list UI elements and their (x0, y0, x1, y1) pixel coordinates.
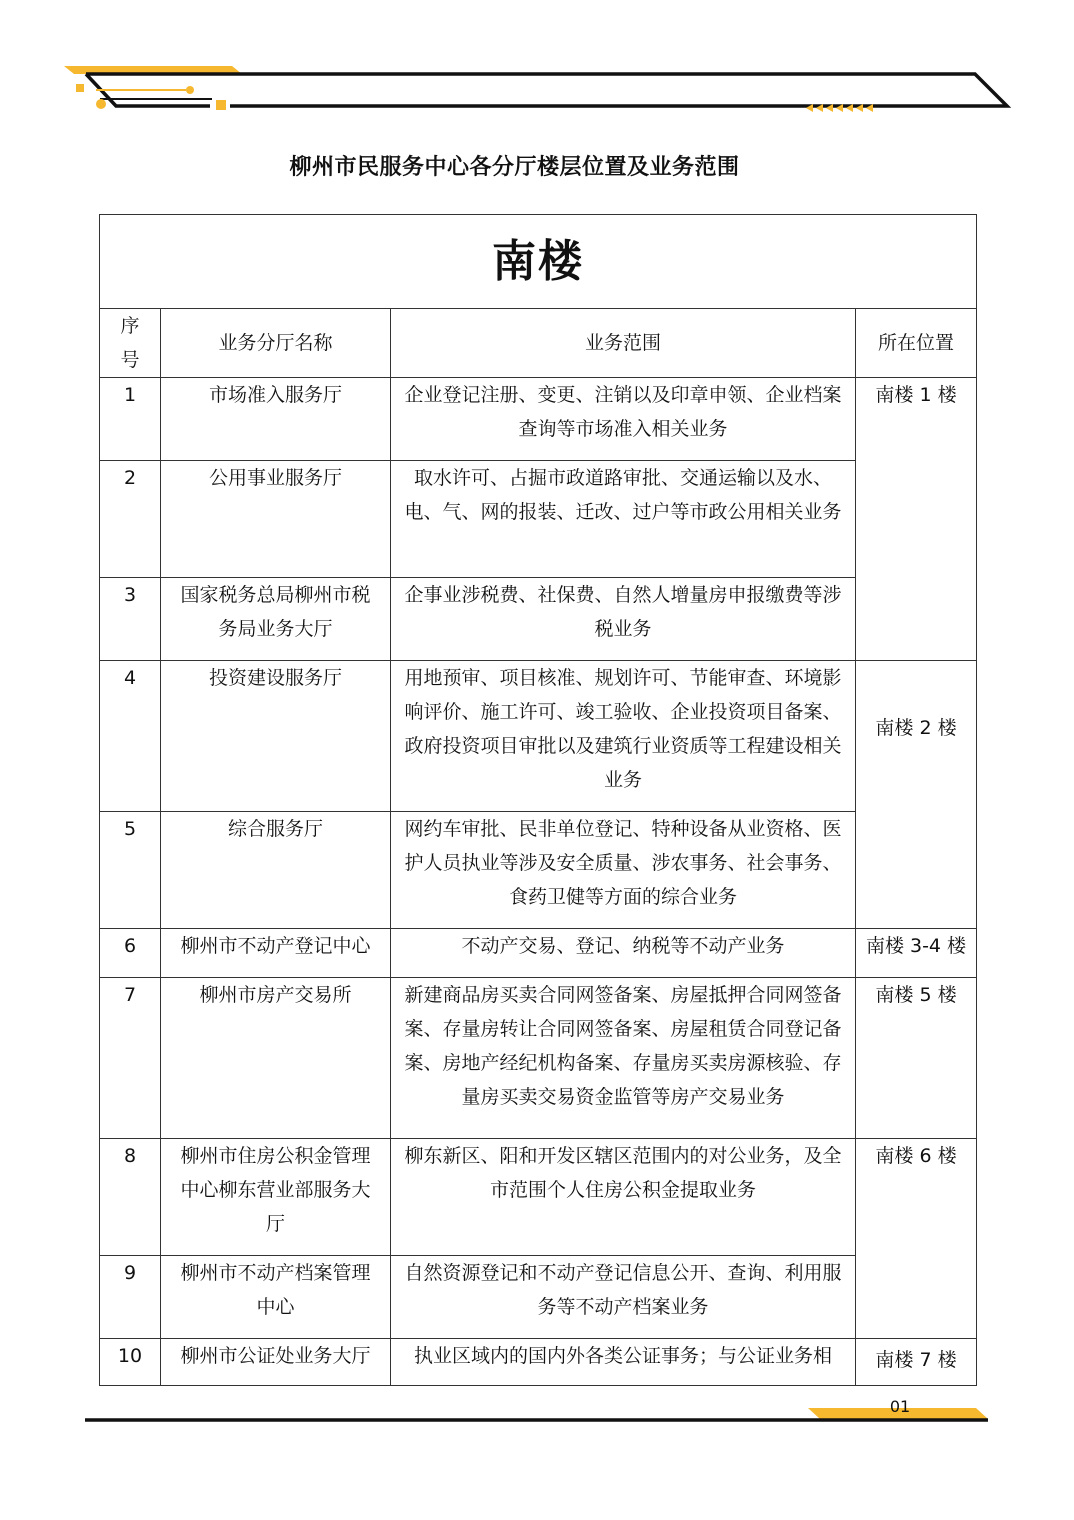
hall-name: 柳州市不动产登记中心 (161, 929, 391, 978)
row-index: 7 (100, 978, 161, 1139)
table-row (100, 1139, 977, 1256)
table-row (100, 812, 977, 929)
location-cell: 南楼 2 楼 (856, 661, 977, 929)
business-scope: 企业登记注册、变更、注销以及印章申领、企业档案查询等市场准入相关业务 (391, 378, 856, 461)
business-scope: 取水许可、占掘市政道路审批、交通运输以及水、电、气、网的报装、迁改、过户等市政公用相关业务 (391, 461, 856, 578)
location-cell: 南楼 7 楼 (856, 1339, 977, 1386)
hall-name: 柳州市不动产档案管理中心 (161, 1256, 391, 1339)
header-location: 所在位置 (856, 309, 977, 378)
page-number: 01 (889, 1397, 911, 1416)
row-index: 9 (100, 1256, 161, 1339)
hall-name: 国家税务总局柳州市税务局业务大厅 (161, 578, 391, 661)
row-index: 3 (100, 578, 161, 661)
location-cell: 南楼 6 楼 (856, 1139, 977, 1339)
row-index: 1 (100, 378, 161, 461)
row-index: 6 (100, 929, 161, 978)
header-decoration (0, 0, 1074, 130)
hall-name: 公用事业服务厅 (161, 461, 391, 578)
location-cell: 南楼 5 楼 (856, 978, 977, 1139)
table-row (100, 1256, 977, 1339)
header-index: 序号 (100, 309, 161, 378)
row-index: 8 (100, 1139, 161, 1256)
hall-name: 投资建设服务厅 (161, 661, 391, 812)
table-row (100, 461, 977, 578)
hall-name: 柳州市住房公积金管理中心柳东营业部服务大厅 (161, 1139, 391, 1256)
row-index: 2 (100, 461, 161, 578)
business-scope: 用地预审、项目核准、规划许可、节能审查、环境影响评价、施工许可、竣工验收、企业投资项目备案、政府投资项目审批以及建筑行业资质等工程建设相关业务 (391, 661, 856, 812)
business-scope: 自然资源登记和不动产登记信息公开、查询、利用服务等不动产档案业务 (391, 1256, 856, 1339)
building-heading: 南楼 (100, 215, 977, 309)
business-scope: 网约车审批、民非单位登记、特种设备从业资格、医护人员执业等涉及安全质量、涉农事务、社会事务、食药卫健等方面的综合业务 (391, 812, 856, 929)
header-business-scope: 业务范围 (391, 309, 856, 378)
row-index: 4 (100, 661, 161, 812)
business-scope: 不动产交易、登记、纳税等不动产业务 (391, 929, 856, 978)
location-cell: 南楼 3-4 楼 (856, 929, 977, 978)
business-scope: 新建商品房买卖合同网签备案、房屋抵押合同网签备案、存量房转让合同网签备案、房屋租赁合同登记备案、房地产经纪机构备案、存量房买卖房源核验、存量房买卖交易资金监管等房产交易业务 (391, 978, 856, 1139)
location-cell: 南楼 1 楼 (856, 378, 977, 661)
hall-name: 柳州市公证处业务大厅 (161, 1339, 391, 1386)
row-index: 5 (100, 812, 161, 929)
table-row (100, 978, 977, 1139)
table-row (100, 578, 977, 661)
table-row (100, 1339, 977, 1386)
business-scope: 柳东新区、阳和开发区辖区范围内的对公业务，及全市范围个人住房公积金提取业务 (391, 1139, 856, 1256)
table-row (100, 929, 977, 978)
table-row (100, 661, 977, 812)
service-halls-table (99, 214, 977, 1386)
hall-name: 综合服务厅 (161, 812, 391, 929)
hall-name: 柳州市房产交易所 (161, 978, 391, 1139)
document-title: 柳州市民服务中心各分厅楼层位置及业务范围 (289, 155, 740, 180)
business-scope: 执业区域内的国内外各类公证事务；与公证业务相 (391, 1339, 856, 1386)
row-index: 10 (100, 1339, 161, 1386)
business-scope: 企事业涉税费、社保费、自然人增量房申报缴费等涉税业务 (391, 578, 856, 661)
header-hall-name: 业务分厅名称 (161, 309, 391, 378)
table-row (100, 378, 977, 461)
hall-name: 市场准入服务厅 (161, 378, 391, 461)
